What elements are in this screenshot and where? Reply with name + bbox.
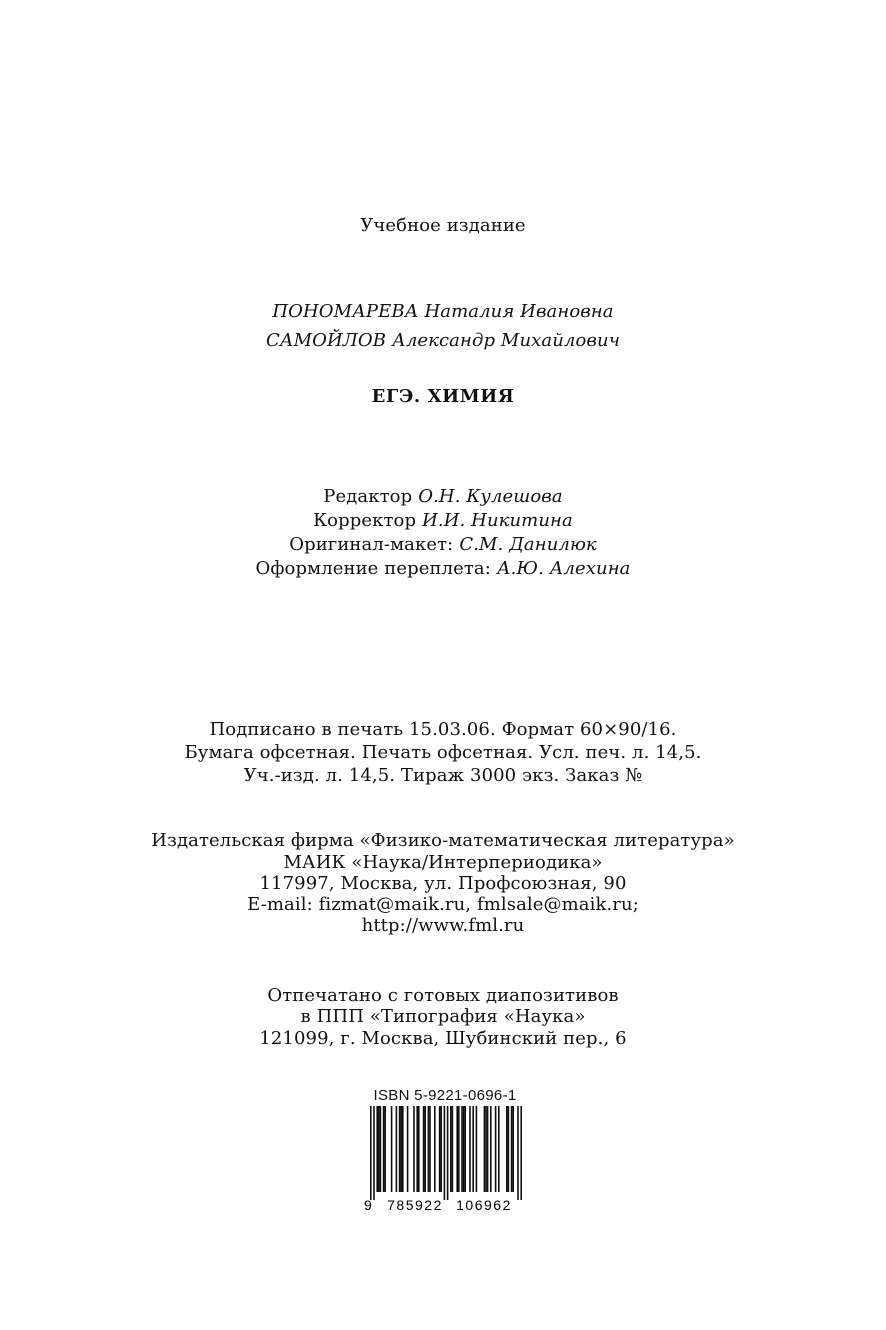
barcode-bar (485, 1106, 487, 1192)
printer-line: в ППП «Типография «Наука» (300, 1006, 586, 1027)
barcode-bar (418, 1106, 420, 1192)
printer-line: 121099, г. Москва, Шубинский пер., 6 (259, 1028, 627, 1049)
barcode-bar (469, 1106, 471, 1192)
author-surname: САМОЙЛОВ (266, 330, 387, 351)
credit-line (0, 534, 886, 556)
isbn-barcode (360, 1106, 530, 1214)
edition-type: Учебное издание (360, 215, 526, 236)
barcode-bar (472, 1106, 474, 1192)
barcode-bar (378, 1106, 380, 1192)
author-line (0, 330, 886, 352)
author-line (0, 301, 886, 323)
barcode-bar (450, 1106, 452, 1192)
barcode-bar (376, 1106, 378, 1192)
book-title: ЕГЭ. ХИМИЯ (371, 386, 515, 407)
barcode-bar (423, 1106, 425, 1192)
credit-person: И.И. Никитина (422, 510, 573, 531)
barcode-bar (373, 1106, 375, 1200)
barcode-bar (520, 1106, 522, 1200)
barcode-bar (498, 1106, 500, 1192)
credit-person: О.Н. Кулешова (418, 486, 563, 507)
barcode-bar (399, 1106, 401, 1192)
barcode-bar (517, 1106, 519, 1200)
barcode-digits-left: 785922 (387, 1197, 443, 1213)
barcode-bar (512, 1106, 514, 1192)
print-info-line: Подписано в печать 15.03.06. Формат 60×90/16. (209, 719, 677, 740)
barcode-bar (370, 1106, 372, 1200)
barcode-bar (402, 1106, 404, 1192)
barcode-bar (452, 1106, 454, 1192)
barcode-bar (439, 1106, 441, 1192)
barcode-bar (463, 1106, 465, 1192)
credit-line (0, 510, 886, 532)
barcode-bar (440, 1106, 442, 1192)
print-info-line: Бумага офсетная. Печать офсетная. Усл. печ. л. 14,5. (184, 742, 702, 763)
barcode-bar (400, 1106, 402, 1192)
publisher-line: E-mail: fizmat@maik.ru, fmlsale@maik.ru; (247, 894, 639, 915)
barcode-bar (447, 1106, 449, 1200)
barcode-bar (476, 1106, 478, 1192)
barcode-bar (424, 1106, 426, 1192)
print-info-line: Уч.-изд. л. 14,5. Тираж 3000 экз. Заказ № (243, 765, 643, 786)
barcode-digits-right: 106962 (456, 1197, 512, 1213)
credit-role: Оформление переплета: (255, 558, 491, 579)
barcode-bar (416, 1106, 418, 1192)
barcode-bar (380, 1106, 382, 1192)
barcode-bar (428, 1106, 430, 1192)
printer-line: Отпечатано с готовых диапозитивов (267, 985, 619, 1006)
isbn-label: ISBN 5-9221-0696-1 (373, 1087, 517, 1104)
publisher-line: 117997, Москва, ул. Профсоюзная, 90 (259, 873, 627, 894)
credit-role: Корректор (313, 510, 417, 531)
publisher-line: Издательская фирма «Физико-математическая литература» (151, 830, 735, 851)
credit-person: А.Ю. Алехина (496, 558, 631, 579)
credit-line (0, 486, 886, 508)
barcode-bar (429, 1106, 431, 1192)
barcode-bar (383, 1106, 385, 1192)
author-name: Наталия Ивановна (424, 301, 614, 322)
barcode-bar (458, 1106, 460, 1192)
barcode-bar (464, 1106, 466, 1192)
barcode-bar (511, 1106, 513, 1192)
credit-role: Редактор (323, 486, 413, 507)
barcode-bar (413, 1106, 415, 1192)
barcode-bars (370, 1106, 522, 1200)
author-name: Александр Михайлович (392, 330, 620, 351)
barcode-bar (444, 1106, 446, 1200)
credit-line (0, 558, 886, 580)
barcode-bar (391, 1106, 393, 1192)
credit-role: Оригинал-макет: (289, 534, 454, 555)
barcode-bar (456, 1106, 458, 1192)
barcode-bar (508, 1106, 510, 1192)
barcode-bar (396, 1106, 398, 1192)
barcode-bar (434, 1106, 436, 1192)
barcode-bar (495, 1106, 497, 1192)
barcode-bar (484, 1106, 486, 1192)
barcode-bar (384, 1106, 386, 1192)
author-surname: ПОНОМАРЕВА (272, 301, 419, 322)
barcode-bar (487, 1106, 489, 1192)
barcode-bar (506, 1106, 508, 1192)
publisher-line: http://www.fml.ru (361, 915, 525, 936)
barcode-bar (490, 1106, 492, 1192)
publisher-line: МАИК «Наука/Интерпериодика» (283, 852, 603, 873)
credit-person: С.М. Данилюк (459, 534, 597, 555)
barcode-digit-lead: 9 (364, 1197, 372, 1213)
barcode-bar (407, 1106, 409, 1192)
barcode-bar (461, 1106, 463, 1192)
